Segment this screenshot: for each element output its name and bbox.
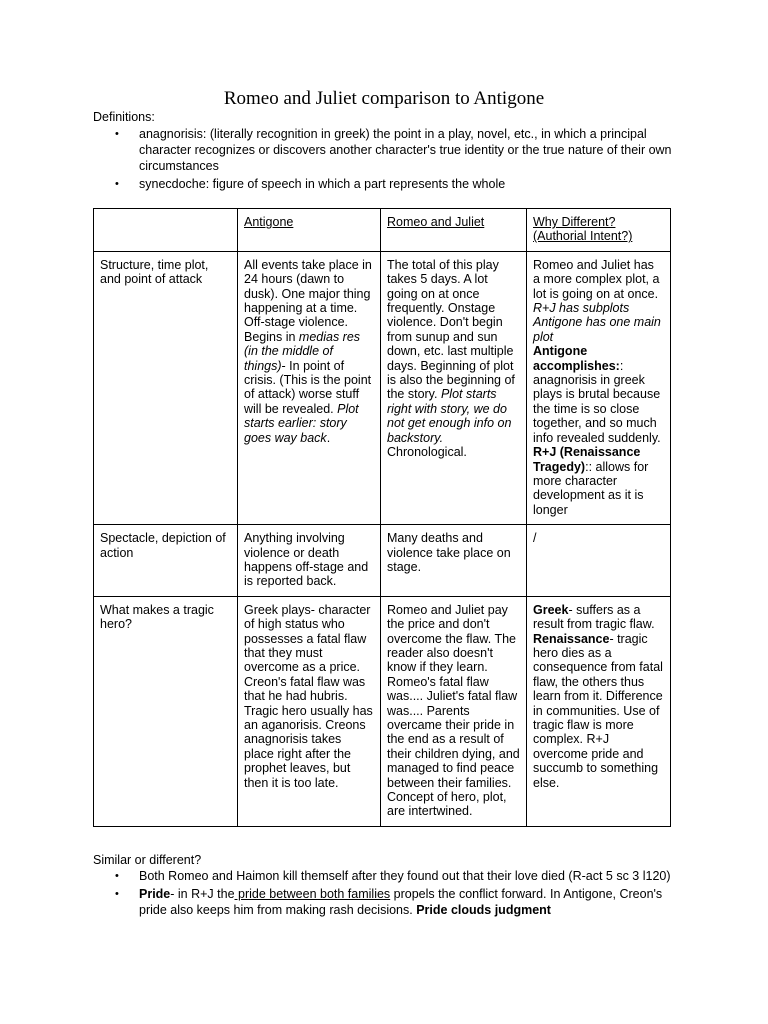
similar-label: Similar or different?	[93, 853, 202, 867]
cell-romeo	[381, 251, 527, 524]
definition-text: anagnorisis: (literally recognition in greek) the point in a play, novel, etc., in which a principal character recognizes or discovers another character's true identity or the true nature of their own circumstances	[139, 127, 672, 173]
cell-text: : anagnorisis in greek plays is brutal because the time is so close together, and so much info revealed suddenly.	[533, 358, 661, 445]
cell-text-bold: R+J (Renaissance Tragedy)	[533, 445, 641, 474]
cell-text: .	[326, 430, 331, 445]
cell-text-italic: Plot starts right with story, we do not get enough info on backstory.	[387, 387, 512, 445]
row-label: What makes a tragic hero?	[94, 596, 238, 826]
similar-list	[93, 868, 673, 920]
cell-text-italic: R+J has subplots Antigone has one main plot	[533, 301, 661, 344]
cell-why: /	[527, 525, 671, 597]
header-cell	[527, 209, 671, 252]
cell-text: Chronological.	[387, 445, 467, 460]
header-why-different: Why Different? (Authorial Intent?)	[533, 215, 633, 244]
cell-antigone	[238, 251, 381, 524]
definition-text: synecdoche: figure of speech in which a part represents the whole	[139, 177, 506, 191]
cell-why	[527, 251, 671, 524]
bullet-icon: •	[115, 888, 119, 900]
similar-text: Both Romeo and Haimon kill themself after they found out that their love died (R-act 5 sc 3 l120)	[139, 869, 671, 883]
cell-text: The total of this play takes 5 days. A lot going on at once frequently. Onstage violence. Don't begin from sunup and sun down, etc. last multiple days. Beginning of plot is also the beginning of the story.	[387, 257, 515, 402]
cell-text: :: allows for more character development as it is longer	[533, 459, 649, 517]
similar-text: propels the conflict forward. In Antigone, Creon's pride also keeps him from making rash decisions.	[139, 887, 663, 917]
list-item	[93, 126, 673, 174]
cell-text-bold: Renaissance	[533, 631, 610, 646]
table-row	[94, 251, 671, 524]
cell-antigone	[238, 596, 381, 826]
header-romeo-and-juliet: Romeo and Juliet	[387, 215, 485, 229]
list-item	[93, 176, 673, 192]
definitions-list	[93, 126, 673, 194]
cell-text-bold: Greek	[533, 602, 569, 617]
table-row	[94, 525, 671, 597]
similar-text: - in R+J the	[170, 887, 235, 901]
cell-romeo: Many deaths and violence take place on stage.	[381, 525, 527, 597]
bullet-icon: •	[115, 128, 119, 140]
definitions-label: Definitions:	[93, 110, 155, 124]
bullet-icon: •	[115, 870, 119, 882]
cell-text: Creon's fatal flaw was that he had hubris. Tragic hero usually has an aganorisis. Creons anagnorisis takes place right after the prophet leaves, but then it is too late.	[244, 674, 373, 790]
cell-text: - In point of crisis. (This is the point of attack) worse stuff will be revealed.	[244, 358, 372, 416]
list-item	[93, 868, 673, 884]
cell-text-bold: Antigone accomplishes:	[533, 344, 620, 373]
cell-text-italic: medias res (in the middle of things)	[244, 329, 361, 373]
similar-text-bold: Pride clouds judgment	[416, 903, 551, 917]
cell-why	[527, 596, 671, 826]
cell-text: All events take place in 24 hours (dawn to dusk). One major thing happening at a time. Off-stage violence. Begins in	[244, 257, 372, 344]
cell-romeo: Romeo and Juliet pay the price and don't overcome the flaw. The reader also doesn't know if they learn. Romeo's fatal flaw was.... Juliet's fatal flaw was.... Parents overcame their pride in the end as a result of their children dying, and managed to find peace between their families. Concept of hero, plot, are intertwined.	[381, 596, 527, 826]
cell-text: Romeo and Juliet has a more complex plot, a lot is going on at once.	[533, 257, 660, 301]
page-title: Romeo and Juliet comparison to Antigone	[223, 88, 545, 109]
list-item	[93, 886, 673, 918]
table-row	[94, 596, 671, 826]
header-cell	[238, 209, 381, 252]
cell-text-italic: Plot starts earlier: story goes way back	[244, 401, 359, 445]
cell-text: - suffers as a result from tragic flaw.	[533, 602, 655, 632]
row-label: Structure, time plot, and point of attack	[94, 251, 238, 524]
bullet-icon: •	[115, 178, 119, 190]
cell-text: Greek plays- character of high status who possesses a fatal flaw that they must overcome as a price.	[244, 602, 371, 675]
header-cell	[381, 209, 527, 252]
cell-antigone: Anything involving violence or death happens off-stage and is reported back.	[238, 525, 381, 597]
similar-text-underlined: pride between both families	[234, 887, 391, 901]
cell-text: - tragic hero dies as a consequence from fatal flaw, the others thus learn from it. Difference in communities. Use of tragic flaw is more complex. R+J overcome pride and succumb to something else.	[533, 631, 663, 790]
row-label: Spectacle, depiction of action	[94, 525, 238, 597]
comparison-table	[93, 208, 671, 827]
table-header-row	[94, 209, 671, 252]
header-cell-empty	[94, 209, 238, 252]
similar-text-bold: Pride	[139, 887, 171, 901]
header-antigone: Antigone	[244, 215, 294, 229]
